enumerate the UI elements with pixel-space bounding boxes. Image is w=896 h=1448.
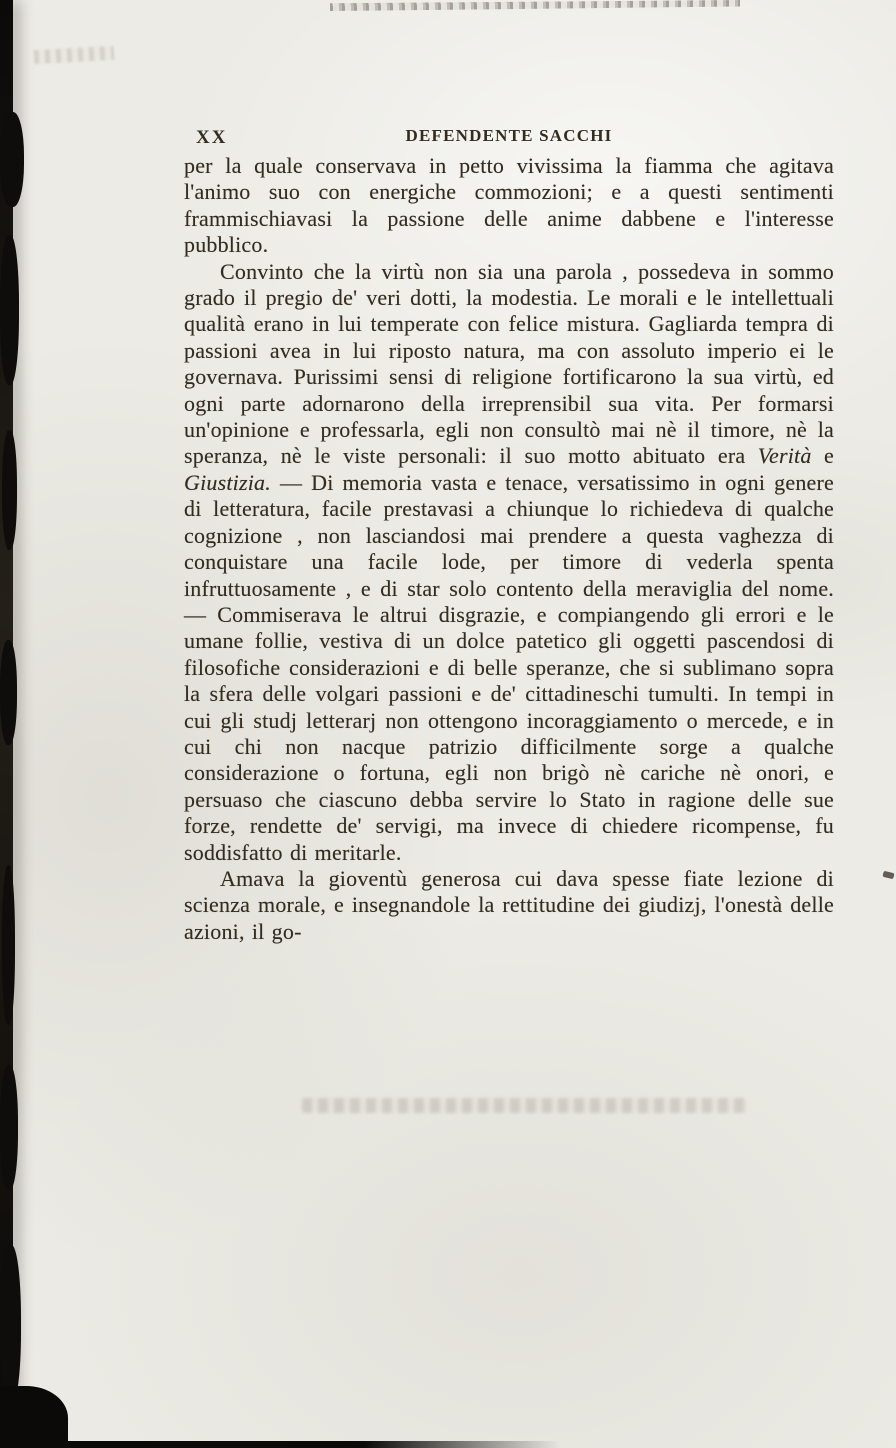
paragraph [184, 866, 834, 945]
text-segment: e [811, 443, 834, 469]
paragraph [184, 153, 834, 259]
scan-artifact-top-edge [330, 0, 740, 13]
text-segment: per la quale conservava in petto vivissima la fiamma che agitava l'animo suo con energiche commozioni; e a questi sentimenti frammischiavasi la passione delle anime dabbene e l'interesse pubblico. [184, 153, 834, 258]
page-header [184, 126, 834, 152]
scan-artifact-bottom-edge [0, 1441, 560, 1448]
scan-artifact-binding-blob [0, 1245, 21, 1405]
page-number: XX [196, 127, 228, 148]
scan-artifact-binding-blob [0, 112, 24, 207]
scan-artifact-smudge [34, 46, 115, 64]
paragraph [184, 259, 834, 866]
scan-artifact-binding-blob [2, 430, 17, 550]
text-segment: — Di memoria vasta e tenace, versatissimo in ogni genere di letteratura, facile prestavasi a chiunque lo richiedeva di qualche cognizione , non lasciandosi mai prendere a questa vaghezza di conquistare una facile lode, per timore di vederla spenta infruttuosamente , e di star solo contento della meraviglia del nome. — Commiserava le altrui disgrazie, e compiangendo gli errori e le umane follie, vestiva di un dolce patetico gli oggetti pascendosi di filosofiche considerazioni e di belle speranze, che si sublimano sopra la sfera delle volgari passioni e de' cittadineschi tumulti. In tempi in cui gli studj letterarj non ottengono incoraggiamento o mercede, e in cui chi non nacque patrizio difficilmente sorge a qualche considerazione o fortuna, egli non brigò nè cariche nè onori, e persuaso che ciascuno debba servire lo Stato in ragione delle sue forze, rendette de' servigi, ma invece di chiedere ricompense, fu soddisfatto di meritarle. [184, 469, 834, 865]
scan-artifact-binding-blob [0, 235, 19, 385]
scan-artifact-bottom-corner [0, 1386, 68, 1448]
running-title: DEFENDENTE SACCHI [405, 126, 613, 145]
page-body [184, 153, 834, 945]
text-segment: Amava la gioventù generosa cui dava spesse fiate lezione di scienza morale, e insegnandole la rettitudine dei giudizj, l'onestà delle azioni, il go- [184, 865, 834, 944]
scan-artifact-binding-blob [0, 1065, 18, 1190]
text-segment: Convinto che la virtù non sia una parola , possedeva in sommo grado il pregio de' veri dotti, la modestia. Le morali e le intellettuali qualità erano in lui temperate con felice mistura. Gagliarda tempra di passioni avea in lui riposto natura, ma con assoluto imperio ei le governava. Purissimi sensi di religione fortificarono la sua virtù, ed ogni parte adornarono della irreprensibil sua vita. Per formarsi un'opinione e professarla, egli non consultò mai nè il timore, nè la speranza, nè le viste personali: il suo motto abituato era [184, 258, 834, 469]
scan-artifact-binding-blob [0, 640, 17, 745]
scan-artifact-right-edge-mark [882, 871, 894, 879]
scan-artifact-binding-blob [2, 865, 15, 1025]
scan-artifact-ghost-text [302, 1098, 747, 1113]
text-segment: Verità [757, 443, 812, 469]
text-segment: Giustizia. [184, 469, 271, 495]
